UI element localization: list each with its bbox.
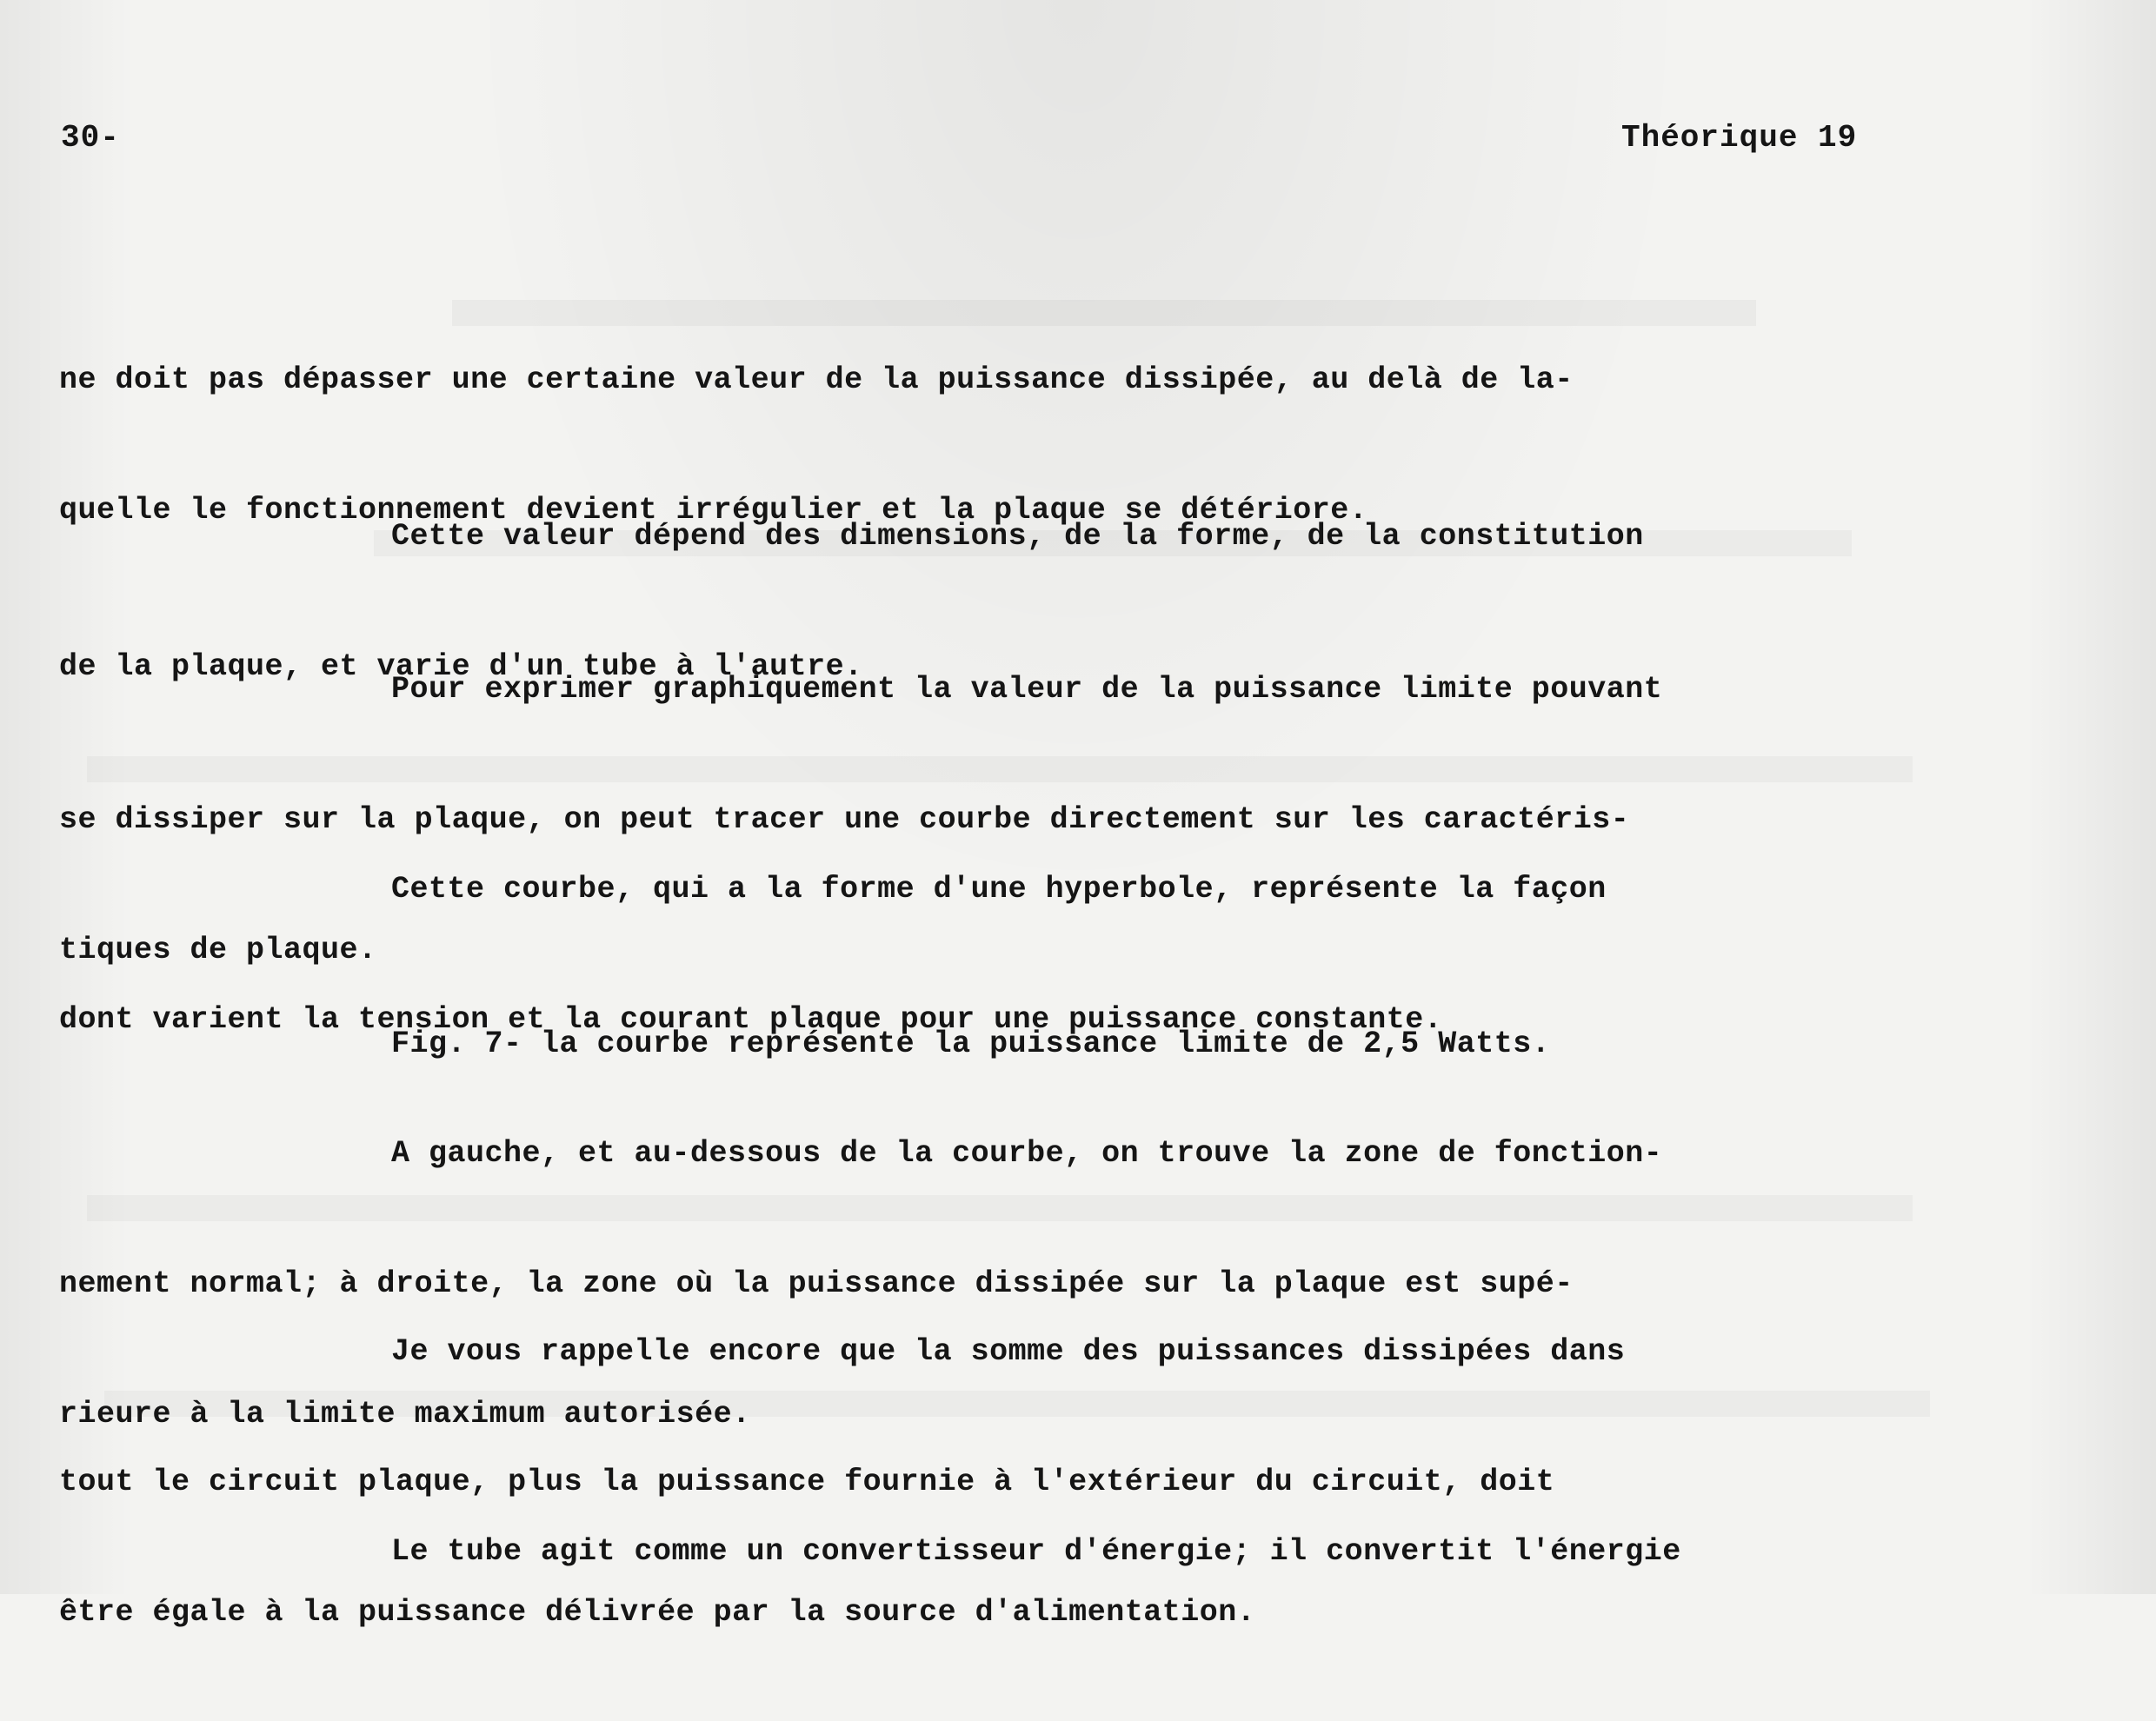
text-line: nement normal; à droite, la zone où la puissance dissipée sur la plaque est supé-	[59, 1266, 1574, 1301]
text-line: ne doit pas dépasser une certaine valeur de la puissance dissipée, au delà de la-	[59, 362, 1574, 397]
text-line: tiques de plaque.	[59, 933, 377, 967]
text-line: quelle le fonctionnement devient irrégulier et la plaque se détériore.	[59, 493, 1368, 528]
text-line: Cette courbe, qui a la forme d'une hyperbole, représente la façon	[391, 872, 1607, 907]
text-line: de la plaque, et varie d'un tube à l'autre.	[59, 649, 863, 684]
text-line: être égale à la puissance délivrée par la source d'alimentation.	[59, 1595, 1256, 1630]
text-line: tout le circuit plaque, plus la puissance fournie à l'extérieur du circuit, doit	[59, 1465, 1555, 1499]
text-line: rieure à la limite maximum autorisée.	[59, 1397, 751, 1432]
text-line: Fig. 7- la courbe représente la puissance limite de 2,5 Watts.	[391, 1027, 1551, 1061]
text-line: Pour exprimer graphiquement la valeur de la puissance limite pouvant	[391, 672, 1663, 707]
text-line: Le tube agit comme un convertisseur d'énergie; il convertit l'énergie	[391, 1534, 1681, 1569]
paragraph-8	[59, 1443, 1681, 1660]
text-line: Je vous rappelle encore que la somme des puissances dissipées dans	[391, 1334, 1626, 1369]
text-line: Cette valeur dépend des dimensions, de la forme, de la constitution	[391, 519, 1644, 554]
text-line: A gauche, et au-dessous de la courbe, on trouve la zone de fonction-	[391, 1136, 1663, 1171]
text-line: se dissiper sur la plaque, on peut tracer une courbe directement sur les caractéris-	[59, 802, 1630, 837]
text-line: dont varient la tension et la courant plaque pour une puissance constante.	[59, 1002, 1443, 1037]
section-title: Théorique 19	[1621, 120, 1858, 156]
page-number: 30-	[61, 120, 120, 156]
